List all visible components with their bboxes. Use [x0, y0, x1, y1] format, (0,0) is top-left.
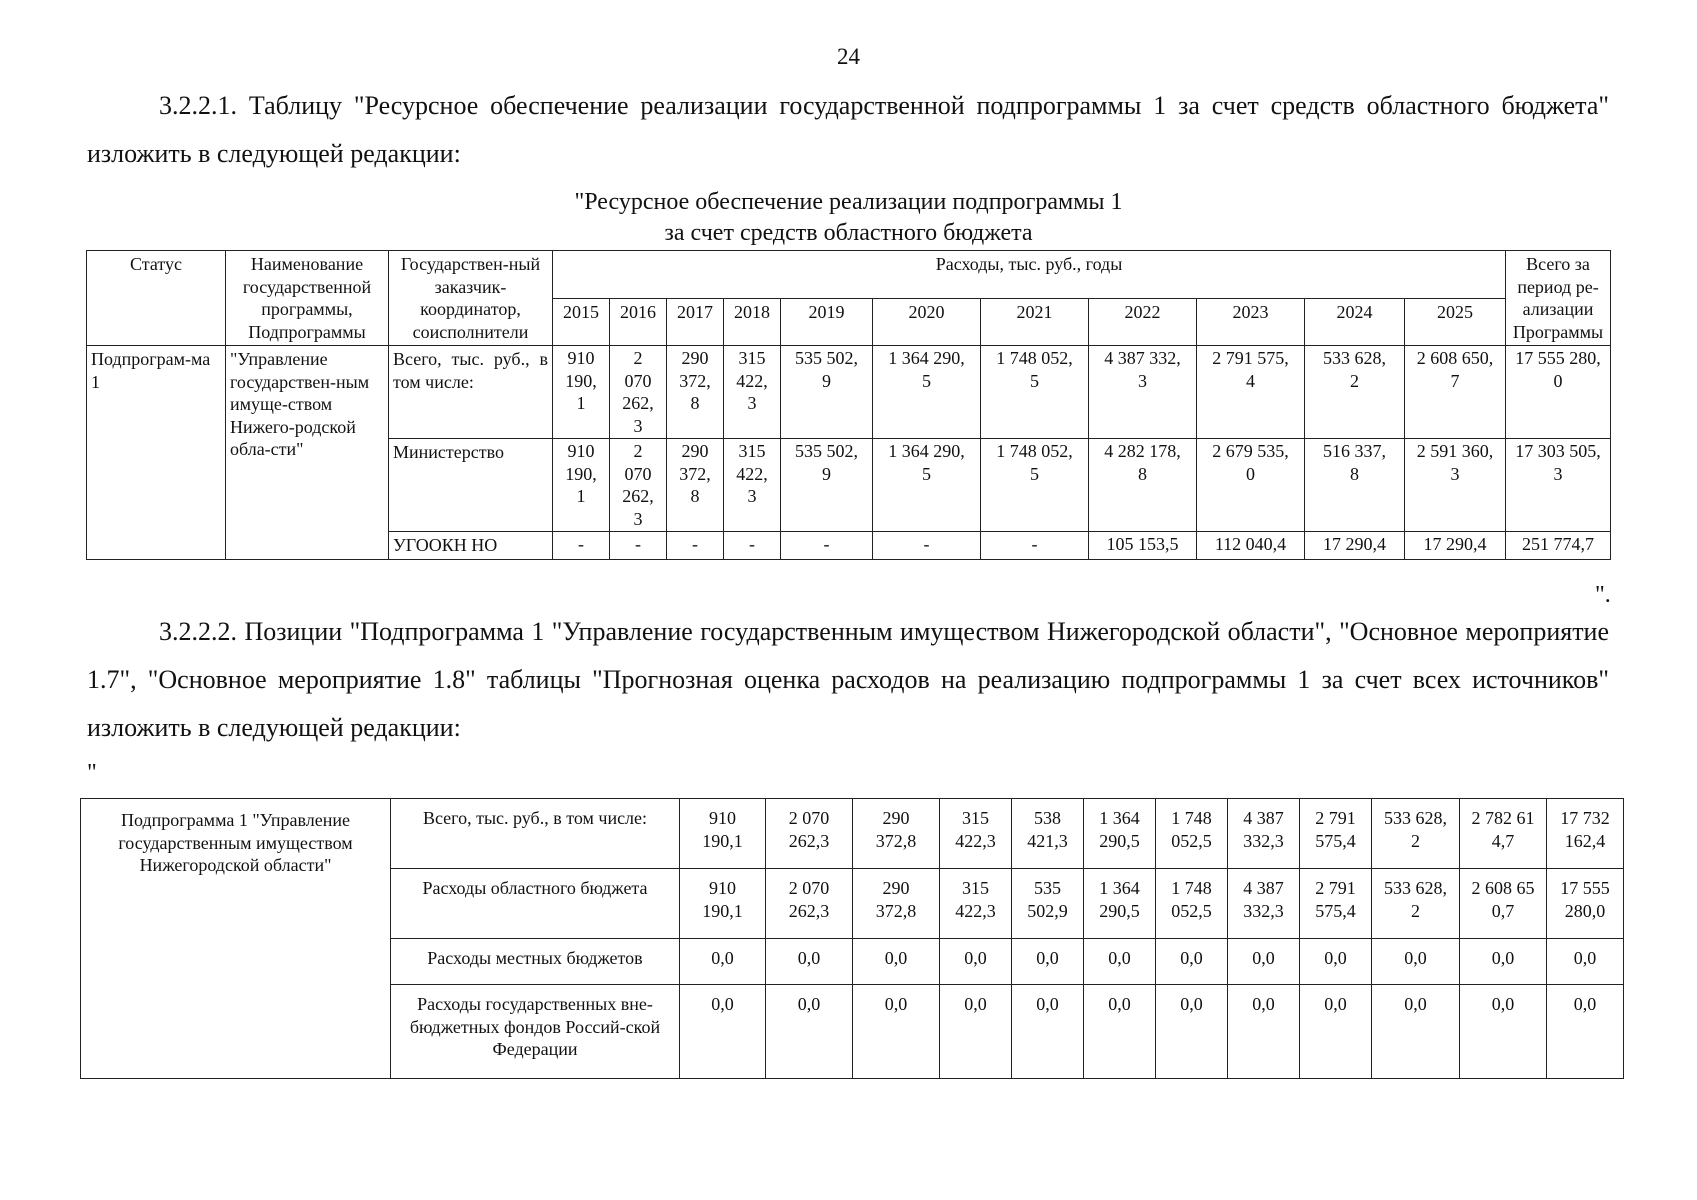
header-year: 2021	[981, 298, 1089, 346]
value-cell: 2 608 65 0,7	[1460, 869, 1547, 939]
value-cell: 1 748 052,5	[1156, 869, 1228, 939]
value-cell: 0,0	[1547, 939, 1624, 985]
value-cell: 533 628, 2	[1372, 869, 1460, 939]
forecast-table	[80, 798, 1624, 1079]
value-cell: 535 502,9	[1012, 869, 1084, 939]
value-cell: 290 372,8	[853, 799, 940, 869]
header-expenses: Расходы, тыс. руб., годы	[553, 251, 1506, 299]
header-year: 2022	[1089, 298, 1197, 346]
status-cell: Подпрограм-ма 1	[87, 346, 226, 560]
value-cell: 105 153,5	[1089, 532, 1197, 560]
paragraph-text: Таблицу "Ресурсное обеспечение реализации государственной подпрограммы 1 за счет средств областного бюджета" изложить в следующей редакции:	[87, 91, 1609, 168]
row-label-cell: Расходы областного бюджета	[391, 869, 680, 939]
value-cell: 2 791 575,4	[1300, 869, 1372, 939]
value-cell: 2 070 262, 3	[610, 439, 667, 532]
value-cell: 2 070 262,3	[766, 869, 853, 939]
value-cell: 910 190,1	[680, 799, 766, 869]
value-cell: 17 290,4	[1405, 532, 1506, 560]
value-cell: -	[553, 532, 610, 560]
value-cell: 315 422,3	[940, 799, 1012, 869]
value-cell: 0,0	[680, 985, 766, 1079]
value-cell: 0,0	[853, 939, 940, 985]
customer-cell: Министерство	[389, 439, 553, 532]
value-cell: -	[873, 532, 981, 560]
value-cell: 0,0	[1228, 939, 1300, 985]
value-cell: 0,0	[766, 939, 853, 985]
value-cell: -	[981, 532, 1089, 560]
opening-quote: "	[87, 760, 97, 786]
total-cell: 17 555 280, 0	[1506, 346, 1611, 439]
value-cell: 535 502, 9	[781, 346, 873, 439]
resource-table	[86, 250, 1611, 560]
value-cell: 538 421,3	[1012, 799, 1084, 869]
value-cell: 2 791 575, 4	[1197, 346, 1305, 439]
value-cell: 17 290,4	[1305, 532, 1405, 560]
value-cell: 0,0	[1156, 985, 1228, 1079]
value-cell: 1 748 052,5	[1156, 799, 1228, 869]
value-cell: -	[667, 532, 724, 560]
value-cell: 315 422, 3	[724, 439, 781, 532]
header-name: Наименование государственной программы, Подпрограммы	[226, 251, 389, 346]
value-cell: 0,0	[1084, 939, 1156, 985]
value-cell: 290 372, 8	[667, 346, 724, 439]
value-cell: 0,0	[1547, 985, 1624, 1079]
value-cell: 4 282 178, 8	[1089, 439, 1197, 532]
program-name-cell: Подпрограмма 1 "Управление государственным имуществом Нижегородской области"	[81, 799, 391, 1079]
value-cell: 0,0	[1372, 939, 1460, 985]
header-year: 2017	[667, 298, 724, 346]
value-cell: 0,0	[1012, 939, 1084, 985]
value-cell: 4 387 332,3	[1228, 799, 1300, 869]
header-year: 2019	[781, 298, 873, 346]
value-cell: 1 748 052, 5	[981, 439, 1089, 532]
header-year: 2025	[1405, 298, 1506, 346]
header-year: 2020	[873, 298, 981, 346]
value-cell: 4 387 332, 3	[1089, 346, 1197, 439]
closing-quote: ".	[1595, 582, 1611, 608]
value-cell: -	[781, 532, 873, 560]
value-cell: 533 628, 2	[1372, 799, 1460, 869]
value-cell: 112 040,4	[1197, 532, 1305, 560]
paragraph-text: Позиции "Подпрограмма 1 "Управление государственным имуществом Нижегородской области", "Основное мероприятие 1.7", "Основное мероприятие 1.8" таблицы "Прогнозная оценка расходов на реализацию подпрограммы 1 за счет всех источников" изложить в следующей редакции:	[87, 617, 1610, 742]
paragraph-3-2-2-2	[87, 608, 1609, 752]
header-year: 2023	[1197, 298, 1305, 346]
value-cell: 2 782 61 4,7	[1460, 799, 1547, 869]
value-cell: 0,0	[680, 939, 766, 985]
value-cell: 2 608 650, 7	[1405, 346, 1506, 439]
row-label-cell: Расходы государственных вне-бюджетных фондов Россий-ской Федерации	[391, 985, 680, 1079]
header-year: 2015	[553, 298, 610, 346]
value-cell: 290 372,8	[853, 869, 940, 939]
total-cell: 17 303 505, 3	[1506, 439, 1611, 532]
value-cell: 2 070 262, 3	[610, 346, 667, 439]
table1-caption-line2: за счет средств областного бюджета	[664, 220, 1033, 246]
paragraph-number: 3.2.2.1.	[159, 91, 237, 120]
header-year: 2016	[610, 298, 667, 346]
table1-caption-line1: "Ресурсное обеспечение реализации подпрограммы 1	[574, 189, 1123, 215]
value-cell: 4 387 332,3	[1228, 869, 1300, 939]
table1-caption	[0, 187, 1697, 249]
value-cell: 0,0	[853, 985, 940, 1079]
value-cell: 0,0	[1228, 985, 1300, 1079]
value-cell: -	[724, 532, 781, 560]
value-cell: 0,0	[940, 985, 1012, 1079]
row-label-cell: Всего, тыс. руб., в том числе:	[391, 799, 680, 869]
table-row	[87, 346, 1611, 439]
value-cell: -	[610, 532, 667, 560]
value-cell: 0,0	[766, 985, 853, 1079]
value-cell: 516 337, 8	[1305, 439, 1405, 532]
value-cell: 1 364 290, 5	[873, 346, 981, 439]
value-cell: 1 364 290,5	[1084, 799, 1156, 869]
value-cell: 533 628, 2	[1305, 346, 1405, 439]
value-cell: 2 791 575,4	[1300, 799, 1372, 869]
value-cell: 1 748 052, 5	[981, 346, 1089, 439]
program-name-cell: "Управление государствен-ным имуще-ством Нижего-родской обла-сти"	[226, 346, 389, 560]
header-year: 2024	[1305, 298, 1405, 346]
total-cell: 251 774,7	[1506, 532, 1611, 560]
value-cell: 17 555 280,0	[1547, 869, 1624, 939]
value-cell: 1 364 290, 5	[873, 439, 981, 532]
value-cell: 910 190,1	[680, 869, 766, 939]
value-cell: 315 422, 3	[724, 346, 781, 439]
value-cell: 0,0	[1156, 939, 1228, 985]
value-cell: 0,0	[1300, 939, 1372, 985]
value-cell: 0,0	[1084, 985, 1156, 1079]
value-cell: 17 732 162,4	[1547, 799, 1624, 869]
value-cell: 0,0	[1012, 985, 1084, 1079]
value-cell: 0,0	[940, 939, 1012, 985]
header-year: 2018	[724, 298, 781, 346]
customer-cell: Всего, тыс. руб., в том числе:	[389, 346, 553, 439]
table-row	[81, 799, 1624, 869]
paragraph-3-2-2-1	[87, 82, 1609, 178]
value-cell: 1 364 290,5	[1084, 869, 1156, 939]
header-customer: Государствен-ный заказчик-координатор, соисполнители	[389, 251, 553, 346]
customer-cell: УГООКН НО	[389, 532, 553, 560]
value-cell: 910 190, 1	[553, 346, 610, 439]
value-cell: 2 070 262,3	[766, 799, 853, 869]
row-label-cell: Расходы местных бюджетов	[391, 939, 680, 985]
value-cell: 0,0	[1460, 985, 1547, 1079]
value-cell: 290 372, 8	[667, 439, 724, 532]
header-row	[87, 251, 1611, 299]
paragraph-number: 3.2.2.2.	[159, 617, 237, 646]
value-cell: 315 422,3	[940, 869, 1012, 939]
page-number: 24	[837, 44, 860, 69]
header-status: Статус	[87, 251, 226, 346]
value-cell: 910 190, 1	[553, 439, 610, 532]
value-cell: 0,0	[1300, 985, 1372, 1079]
value-cell: 0,0	[1372, 985, 1460, 1079]
value-cell: 2 591 360, 3	[1405, 439, 1506, 532]
value-cell: 535 502, 9	[781, 439, 873, 532]
value-cell: 2 679 535, 0	[1197, 439, 1305, 532]
value-cell: 0,0	[1460, 939, 1547, 985]
header-total: Всего за период ре-ализации Программы	[1506, 251, 1611, 346]
